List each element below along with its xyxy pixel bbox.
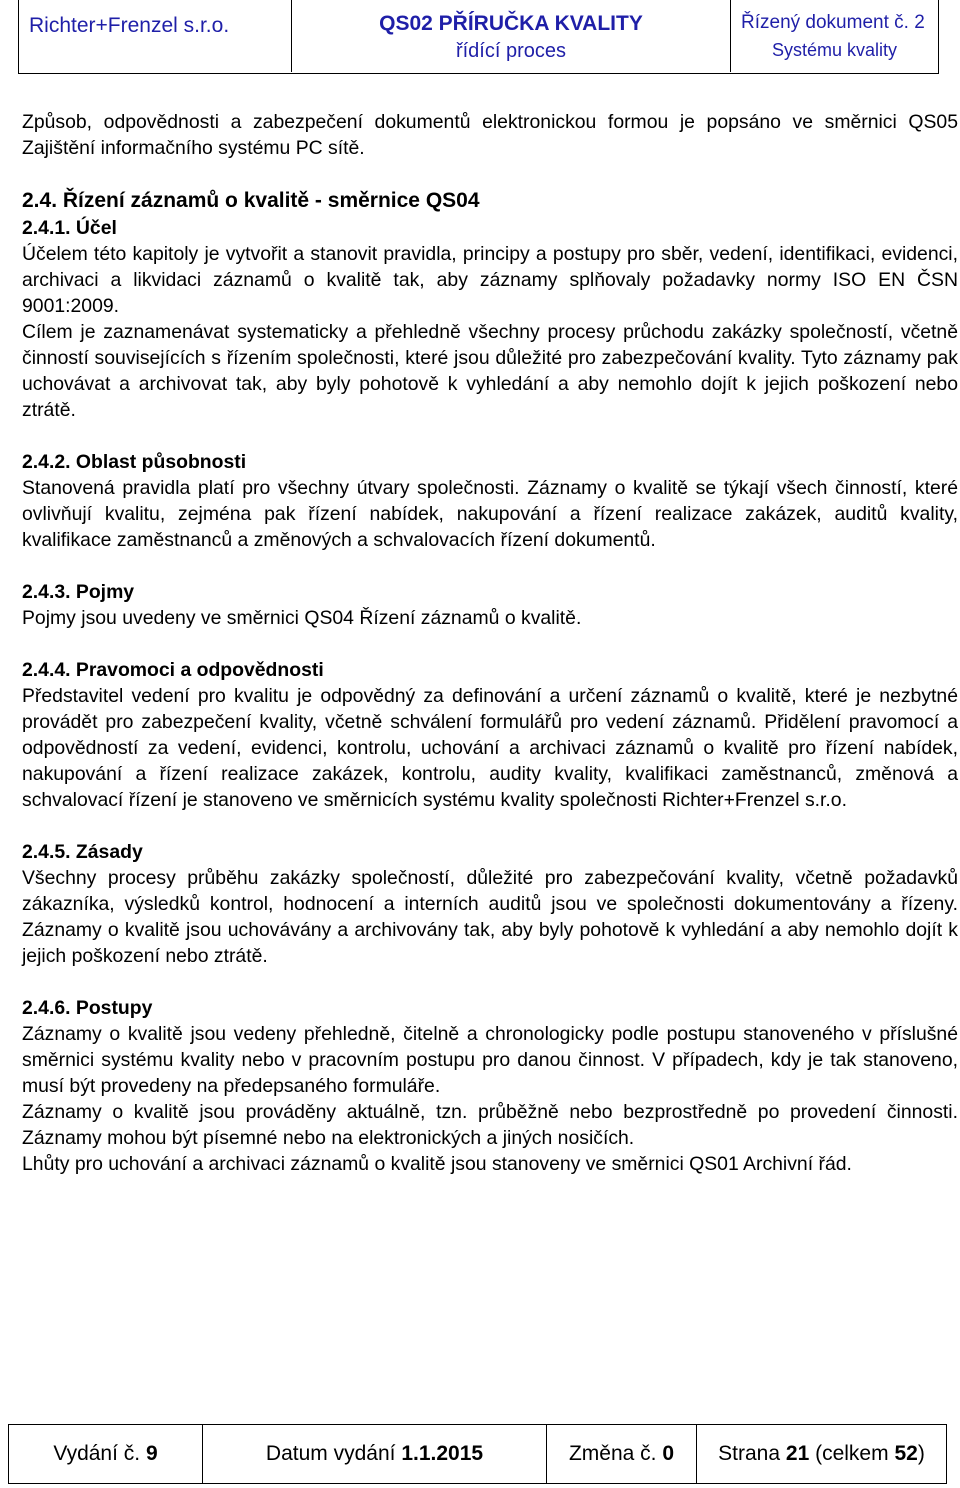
page-value: 21 bbox=[785, 1442, 810, 1465]
subsection-heading: 2.4.1. Účel bbox=[22, 217, 117, 239]
issue-date-value: 1.1.2015 bbox=[401, 1442, 484, 1465]
paragraph: Cílem je zaznamenávat systematicky a přehledně všechny procesy průchodu zakázky společností, včetně činností souvisejících s řízením společnosti, které jsou důležité pro zabezpečování kvality. Tyto záznamy pak uchovávat a archivovat tak, aby byly pohotově k vyhledání a aby nemohlo dojít k jejich poškození nebo ztrátě. bbox=[22, 321, 958, 421]
subsection-heading: 2.4.2. Oblast působnosti bbox=[22, 451, 247, 473]
page-number-cell bbox=[697, 1425, 946, 1483]
total-prefix: (celkem bbox=[815, 1442, 889, 1465]
page-header bbox=[18, 0, 939, 74]
page-footer bbox=[8, 1424, 947, 1484]
subsection-heading: 2.4.3. Pojmy bbox=[22, 581, 135, 603]
document-subtitle: řídící proces bbox=[455, 40, 567, 62]
paragraph: Lhůty pro uchování a archivaci záznamů o kvalitě jsou stanoveny ve směrnici QS01 Archivní řád. bbox=[22, 1153, 852, 1175]
paragraph: Představitel vedení pro kvalitu je odpovědný za definování a určení záznamů o kvalitě, které je nezbytné provádět pro zabezpečení kvality, včetně schválení formulářů pro vedení záznamů. Přidělení pravomocí a odpovědností za vedení, evidenci, kontrolu, uchování a archivaci záznamů o kvalitě pro řízení nabídek, nakupování a řízení realizace zakázek, kontrolu, audity kvality, kvalifikaci zaměstnanců, změnová a schvalovací řízení je stanoveno ve směrnicích systému kvality společnosti Richter+Frenzel s.r.o. bbox=[22, 685, 958, 811]
issue-label: Vydání č. bbox=[53, 1442, 141, 1465]
paragraph: Všechny procesy průběhu zakázky společností, důležité pro zabezpečování kvality, včetně požadavků zákazníka, výsledků kontrol, hodnocení a interních auditů jsou ve společnosti dokumentovány a řízeny. Záznamy o kvalitě jsou uchovávány a archivovány tak, aby byly pohotově k vyhledání a aby nemohlo dojít k jejich poškození nebo ztrátě. bbox=[22, 867, 958, 967]
issue-date-cell bbox=[203, 1425, 547, 1483]
change-cell bbox=[547, 1425, 697, 1483]
paragraph: Stanovená pravidla platí pro všechny útvary společnosti. Záznamy o kvalitě se týkají všech činností, které ovlivňují kvalitu, zejména pak řízení nabídek, nakupování a řízení realizace zakázek, auditů kvality, kvalifikace zaměstnanců a změnových a schvalovacích řízení dokumentů. bbox=[22, 477, 958, 551]
paragraph: Záznamy o kvalitě jsou prováděny aktuálně, tzn. průběžně nebo bezprostředně po provedení činnosti. Záznamy mohou být písemné nebo na elektronických a jiných nosičích. bbox=[22, 1101, 958, 1149]
issue-date-label: Datum vydání bbox=[265, 1442, 396, 1465]
subsection-heading: 2.4.6. Postupy bbox=[22, 997, 153, 1019]
company-name: Richter+Frenzel s.r.o. bbox=[29, 14, 230, 37]
header-title-cell bbox=[291, 0, 731, 72]
document-body bbox=[22, 109, 958, 1177]
paragraph: Záznamy o kvalitě jsou vedeny přehledně, čitelně a chronologicky podle postupu stanoveného v příslušné směrnici systému kvality nebo v pracovním postupu pro danou činnost. V případech, kdy je tak stanoveno, musí být provedeny na předepsaného formuláře. bbox=[22, 1023, 958, 1097]
header-company-cell bbox=[19, 0, 291, 72]
header-control-cell bbox=[731, 0, 938, 72]
section-heading: 2.4. Řízení záznamů o kvalitě - směrnice QS04 bbox=[22, 189, 480, 212]
change-value: 0 bbox=[662, 1442, 675, 1465]
change-label: Změna č. bbox=[568, 1442, 657, 1465]
subsection-heading: 2.4.5. Zásady bbox=[22, 841, 143, 863]
total-suffix: ) bbox=[917, 1442, 925, 1465]
issue-cell bbox=[9, 1425, 203, 1483]
paragraph: Pojmy jsou uvedeny ve směrnici QS04 Řízení záznamů o kvalitě. bbox=[22, 607, 582, 629]
total-pages-value: 52 bbox=[894, 1442, 918, 1465]
document-title: QS02 PŘÍRUČKA KVALITY bbox=[379, 12, 643, 35]
paragraph: Účelem této kapitoly je vytvořit a stanovit pravidla, principy a postupy pro sběr, vedení, identifikaci, evidenci, archivaci a likvidaci záznamů o kvalitě tak, aby záznamy splňovaly požadavky normy ISO EN ČSN 9001:2009. bbox=[22, 243, 958, 317]
issue-value: 9 bbox=[145, 1442, 158, 1465]
page-label: Strana bbox=[718, 1442, 781, 1465]
controlled-document-label: Řízený dokument č. 2 bbox=[741, 12, 925, 33]
quality-system-label: Systému kvality bbox=[771, 40, 898, 60]
intro-paragraph: Způsob, odpovědnosti a zabezpečení dokumentů elektronickou formou je popsáno ve směrnici QS05 Zajištění informačního systému PC sítě. bbox=[22, 111, 958, 159]
subsection-heading: 2.4.4. Pravomoci a odpovědnosti bbox=[22, 659, 324, 681]
